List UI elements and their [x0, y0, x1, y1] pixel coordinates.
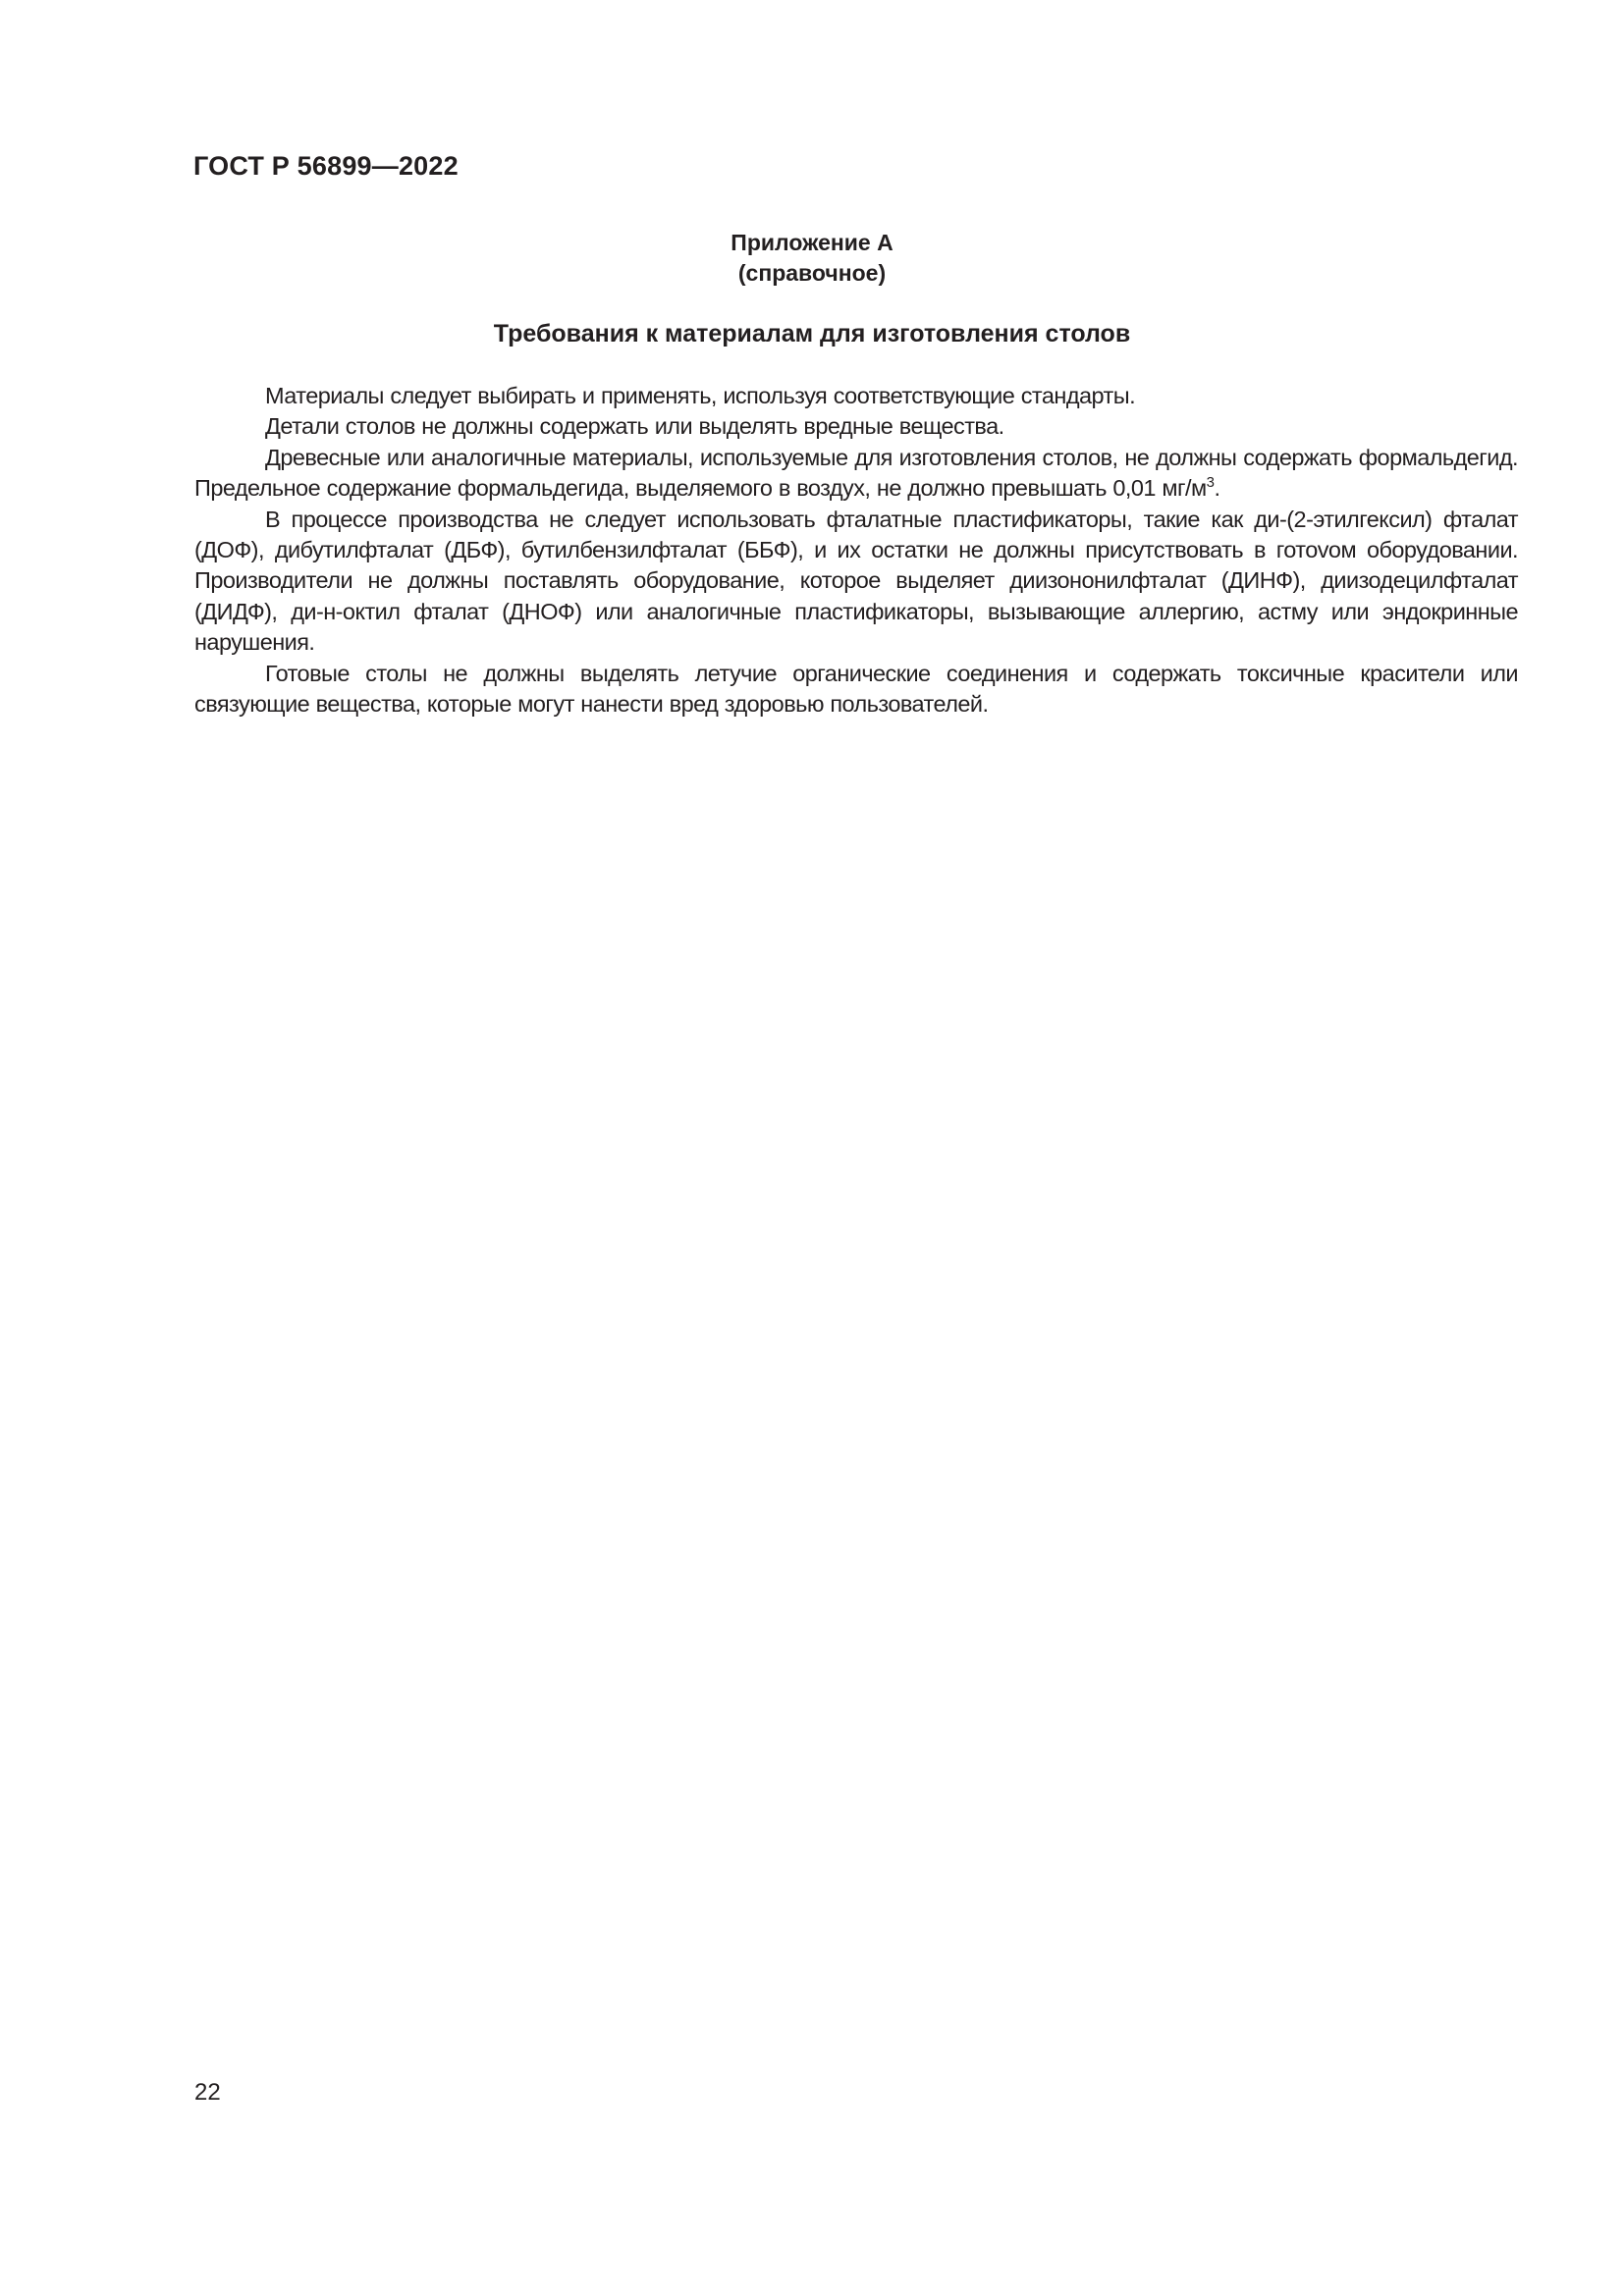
- section-title: Требования к материалам для изготовления столов: [493, 320, 1131, 347]
- paragraph-text: Материалы следует выбирать и применять, используя соответствующие стандарты.: [265, 383, 1136, 408]
- paragraph-voc: [194, 659, 1518, 721]
- paragraph-text: Древесные или аналогичные материалы, используемые для изготовления столов, не должны содержать формальдегид. Предельное содержание формальдегида, выделяемого в воздух, не должно превышать 0,01 мг/м: [194, 444, 1518, 502]
- paragraph-phthalates: [194, 505, 1518, 659]
- appendix-type: (справочное): [737, 260, 887, 286]
- paragraph-harmful-substances: [194, 411, 1518, 442]
- paragraph-text: Детали столов не должны содержать или выделять вредные вещества.: [265, 413, 1004, 440]
- paragraph-text: В процессе производства не следует использовать фталатные пластификаторы, такие как ди-(2-этилгексил) фталат (ДОФ), дибутилфталат (ДБФ), бутилбензилфталат (ББФ), и их остатки не должны присутствовать в готоvом оборудовании. Производители не должны поставлять оборудование, которое выделяет диизононилфталат (ДИНФ), диизодецилфталат (ДИДФ), ди-н-октил фталат (ДНОФ) или аналогичные пластификаторы, вызывающие аллергию, астму или эндокринные нарушения.: [194, 506, 1518, 656]
- body-text: [194, 381, 1518, 720]
- superscript: 3: [1206, 474, 1215, 492]
- page-number: 22: [194, 2079, 221, 2106]
- paragraph-formaldehyde: [194, 443, 1518, 505]
- appendix-heading: [0, 228, 1624, 289]
- document-code: ГОСТ Р 56899—2022: [193, 151, 459, 181]
- paragraph-tail: .: [1214, 475, 1220, 502]
- paragraph-text: Готовые столы не должны выделять летучие органические соединения и содержать токсичные красители или связующие вещества, которые могут нанести вред здоровью пользователей.: [194, 660, 1518, 718]
- appendix-label: Приложение А: [731, 230, 893, 255]
- paragraph-materials-standards: [194, 381, 1518, 411]
